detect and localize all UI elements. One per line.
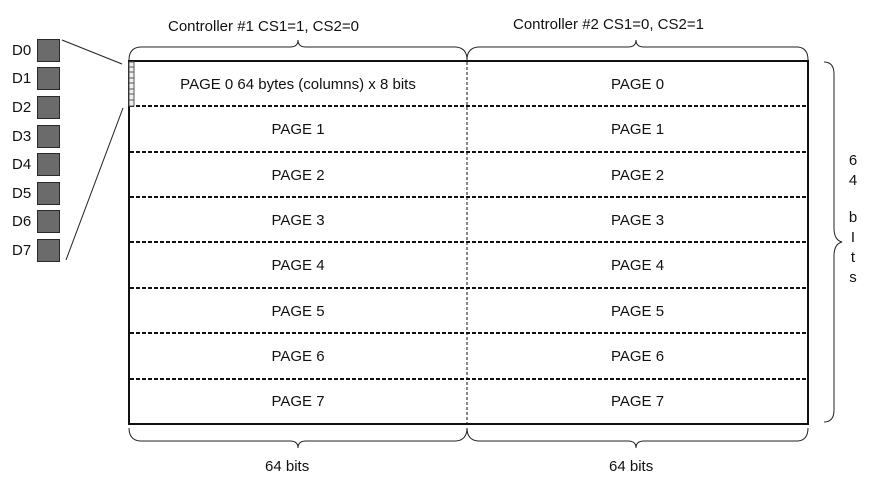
page-cell-right-5: PAGE 5 (610, 302, 665, 320)
side-label-char-4: I (850, 229, 856, 246)
bit-box-d7 (37, 239, 60, 262)
bottom-label-right: 64 bits (609, 458, 654, 475)
bit-label-d5: D5 (12, 185, 32, 202)
bit-label-d4: D4 (12, 156, 32, 173)
page-cell-left-6: PAGE 6 (271, 348, 325, 365)
bit-label-d7: D7 (12, 242, 32, 259)
side-label-char-5: t (850, 249, 856, 266)
bit-label-d1: D1 (12, 70, 32, 87)
bit-label-d3: D3 (12, 128, 32, 145)
bottom-label-left: 64 bits (265, 458, 310, 475)
side-label-char-3: b (848, 209, 858, 226)
bit-label-d6: D6 (12, 213, 32, 230)
top-brace-left (129, 40, 467, 60)
bit-box-d3 (37, 125, 60, 148)
page-cell-right-7: PAGE 7 (610, 393, 665, 410)
side-label-char-1: 4 (848, 172, 858, 189)
page-cell-right-4: PAGE 4 (610, 257, 665, 274)
page-cell-right-2: PAGE 2 (610, 166, 665, 184)
page-cell-left-2: PAGE 2 (271, 166, 325, 184)
right-brace (824, 62, 842, 422)
bit-box-d4 (37, 153, 60, 176)
top-brace-right (467, 40, 808, 60)
page-cell-left-5: PAGE 5 (271, 302, 325, 320)
bit-box-d6 (37, 210, 60, 233)
bottom-brace-right (467, 428, 808, 448)
connector-line-top (62, 40, 122, 64)
bit-label-d2: D2 (12, 99, 32, 116)
page-cell-left-1: PAGE 1 (271, 121, 325, 138)
page-cell-right-1: PAGE 1 (610, 121, 665, 138)
page-cell-right-6: PAGE 6 (610, 348, 665, 365)
bottom-brace-left (129, 428, 467, 448)
controller-1-title: Controller #1 CS1=1, CS2=0 (168, 18, 359, 35)
bit-box-d2 (37, 96, 60, 119)
page-cell-left-4: PAGE 4 (271, 257, 325, 274)
page-cell-right-0: PAGE 0 (610, 75, 665, 93)
connector-line-bottom (66, 108, 123, 260)
page-cell-left-3: PAGE 3 (271, 211, 325, 229)
bit-box-d5 (37, 182, 60, 205)
bit-box-d0 (37, 39, 60, 62)
side-label-char-0: 6 (848, 152, 858, 169)
bit-label-d0: D0 (12, 42, 32, 59)
page-cell-left-7: PAGE 7 (271, 393, 325, 410)
controller-2-title: Controller #2 CS1=0, CS2=1 (513, 16, 704, 33)
page-cell-right-3: PAGE 3 (610, 211, 665, 229)
side-label-char-6: s (849, 269, 857, 286)
bit-box-d1 (37, 67, 60, 90)
page-cell-left-0: PAGE 0 64 bytes (columns) x 8 bits (180, 75, 416, 93)
